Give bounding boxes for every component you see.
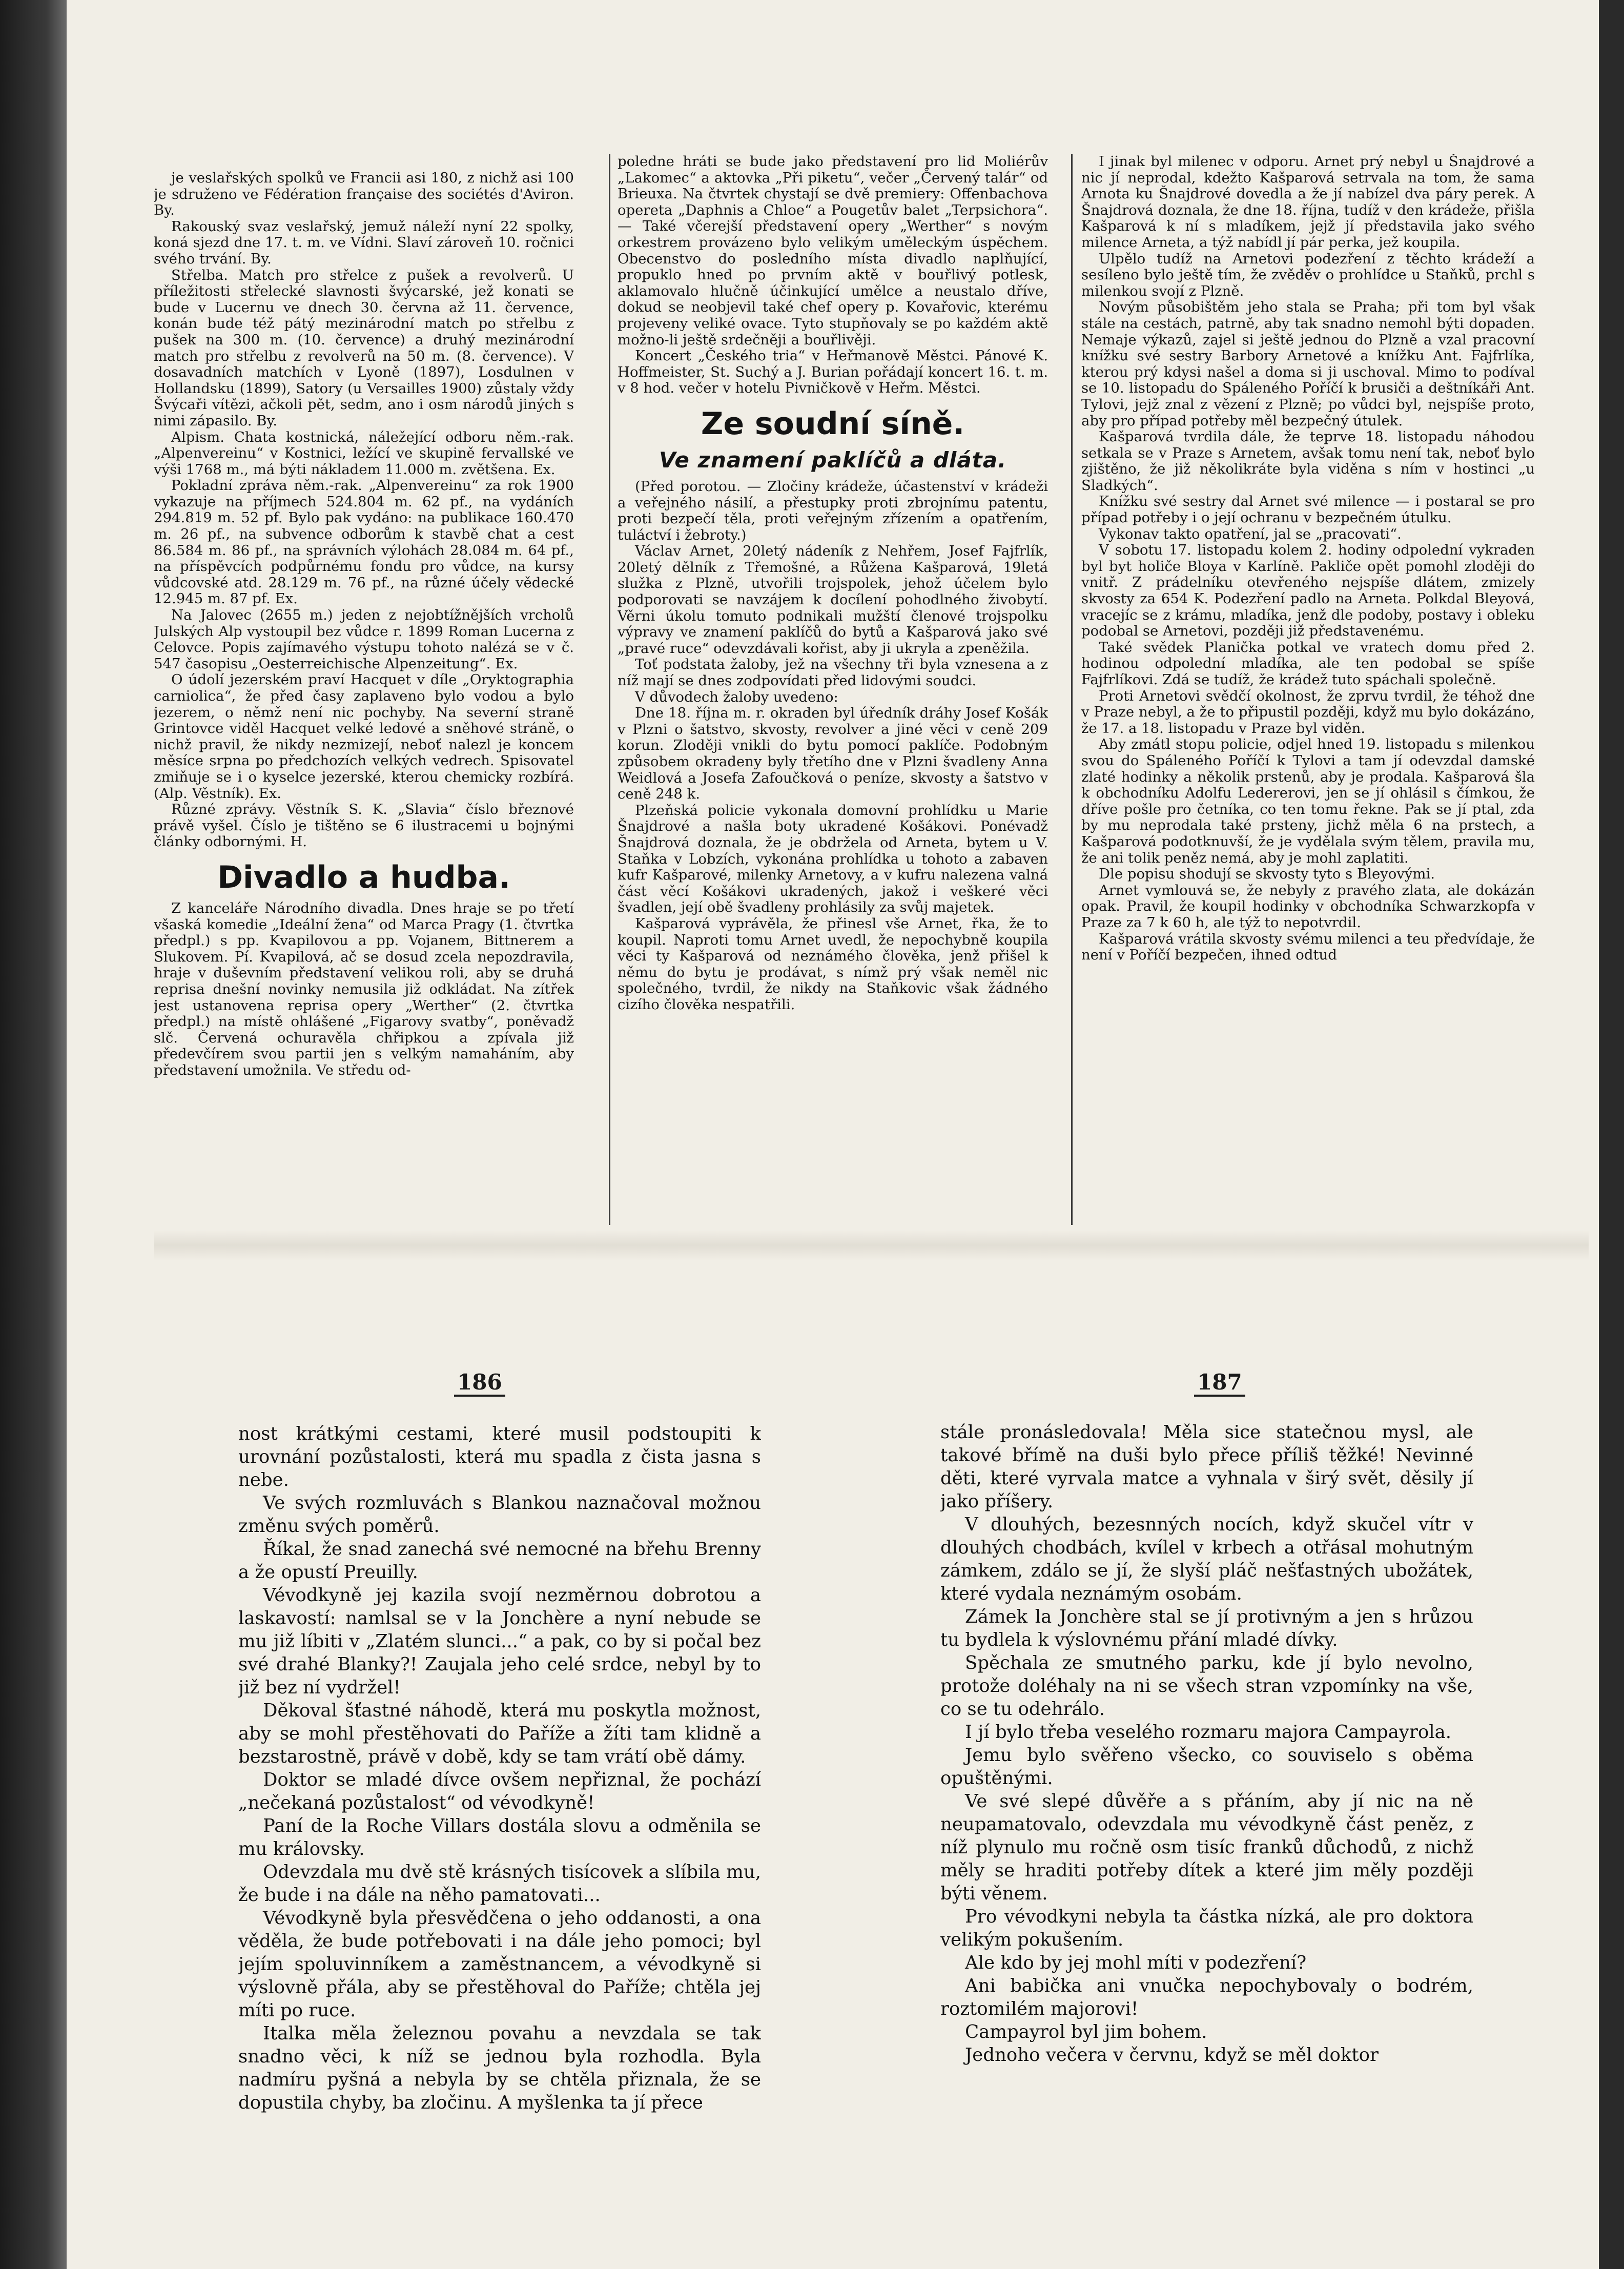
news-paragraph: Kašparová tvrdila dále, že teprve 18. listopadu náhodou setkala se v Praze s Arnetem, avšak tomu není tak, neboť bylo zjištěno, že již několikráte byla viděna s ním v hostinci „u Sladkých“. — [1081, 428, 1535, 494]
novel-paragraph: Vévodkyně byla přesvědčena o jeho oddanosti, a ona věděla, že bude potřebovati i na dále jeho pomoci; byl jejím spoluvinníkem a zaměstnancem, a vévodkyně si výslovně přála, aby se přestěhoval do Paříže; chtěla jej míti po ruce. — [238, 1908, 761, 2021]
news-paragraph: je veslařských spolků ve Francii asi 180, z nichž asi 100 je sdruženo ve Fédération française des sociétés d'Aviron. By. — [154, 170, 574, 219]
section-heading-court: Ze soudní síně. — [701, 405, 965, 442]
novel-page-left — [238, 1422, 761, 2201]
novel-paragraph: Ale kdo by jej mohl míti v podezření? — [965, 1952, 1307, 1973]
novel-paragraph: Campayrol byl jim bohem. — [965, 2021, 1207, 2042]
news-paragraph: Proti Arnetovi svědčí okolnost, že zprvu tvrdil, že téhož dne v Praze nebyl, a že to připustil později, když mu bylo dokázáno, že 17. a 18. listopadu v Praze byl viděn. — [1081, 687, 1535, 737]
news-paragraph: Rakouský svaz veslařský, jemuž náleží nyní 22 spolky, koná sjezd dne 17. t. m. ve Vídni. Slaví zároveň 10. ročnici svého trvání. By. — [154, 218, 574, 267]
news-paragraph: Alpism. Chata kostnická, náležející odboru něm.-rak. „Alpenvereinu“ v Kostnici, ležící ve skupině fervallské ve výši 1768 m., má býti nákladem 11.000 m. zvětšena. Ex. — [154, 428, 574, 478]
news-paragraph: Také svědek Planička potkal ve vratech domu před 2. hodinou odpolední mladíka, ale ten podobal se spíše Fajfrlíkovi. Zdá se tudíž, že krádež tuto spáchali společně. — [1081, 639, 1535, 688]
news-paragraph: O údolí jezerském praví Hacquet v díle „Oryktographia carniolica“, že před časy zaplaveno bylo vodou a bylo jezerem, o němž není nic pochyby. Na severní straně Grintovce viděl Hacquet velké ledové a sněhové stráně, o nichž pravil, že nikdy nezmizejí, neboť nalezl je koncem měsíce srpna po předchozích velkých vedrech. Spisovatel zmiňuje se i o kyselce jezerské, kterou chemicky rozbírá. (Alp. Věstník). Ex. — [154, 671, 574, 802]
novel-paragraph: Ve své slepé důvěře a s přáním, aby jí nic na ně neupamatovalo, odevzdala mu vévodkyně část peněz, z níž plynulo mu ročně osm tisíc franků důchodů, z nichž měly se hraditi potřeby dítek a které jim měly později býti věnem. — [940, 1791, 1473, 1904]
novel-paragraph: Jednoho večera v červnu, když se měl doktor — [965, 2045, 1379, 2066]
novel-paragraph: Vévodkyně jej kazila svojí nezměrnou dobrotou a laskavostí: namlsal se v la Jonchère a nyní nebude se mu již líbiti v „Zlatém slunci...“ a pak, co by si počal bez své drahé Blanky?! Zaujala jeho celé srdce, nebyl by to již bez ní vydržel! — [238, 1585, 761, 1698]
court-article — [618, 479, 1048, 1013]
news-paragraph: Různé zprávy. Věstník S. K. „Slavia“ číslo březnové právě vyšel. Číslo je tištěno se 6 ilustracemi u bojnými články odbornými. H. — [154, 801, 574, 850]
news-paragraph: V důvodech žaloby uvedeno: — [635, 688, 838, 705]
sports-news — [154, 170, 574, 850]
news-paragraph: Ulpělo tudíž na Arnetovi podezření z těchto krádeží a sesíleno bylo ještě tím, že zvěděv o prohlídce u Staňků, prchl s milenkou svojí z Plzně. — [1081, 250, 1535, 299]
novel-paragraph: I jí bylo třeba veselého rozmaru majora Campayrola. — [965, 1722, 1452, 1743]
novel-paragraph: Odevzdala mu dvě stě krásných tisícovek a slíbila mu, že bude i na dále na něho pamatovati... — [238, 1862, 761, 1906]
news-column-2 — [618, 154, 1048, 1225]
news-column-1 — [154, 170, 574, 1223]
column-rule-2 — [1071, 154, 1073, 1225]
theatre-news — [154, 901, 574, 1079]
news-paragraph: Toť podstata žaloby, jež na všechny tři byla vznesena a z níž mají se dnes zodpovídati před lidovými soudci. — [618, 656, 1048, 689]
news-paragraph: (Před porotou. — Zločiny krádeže, účastenství v krádeži a veřejného násilí, a přestupky proti zbrojnímu patentu, proti bezpečí těla, proti veřejným zřízením a opatřením, tuláctví i žebroty.) — [618, 478, 1048, 543]
novel-paragraph: Spěchala ze smutného parku, kde jí bylo nevolno, protože doléhaly na ni se všech stran vzpomínky na vše, co se tu odehrálo. — [940, 1652, 1473, 1720]
novel-paragraph: Ani babička ani vnučka nepochybovaly o bodrém, roztomilém majorovi! — [940, 1975, 1473, 2019]
news-paragraph: Dle popisu shodují se skvosty tyto s Bleyovými. — [1099, 866, 1435, 883]
novel-paragraph: nost krátkými cestami, které musil podstoupiti k urovnání pozůstalosti, která mu spadla z čista jasna s nebe. — [238, 1423, 761, 1490]
novel-paragraph: Říkal, že snad zanechá své nemocné na břehu Brenny a že opustí Preuilly. — [238, 1539, 761, 1583]
novel-paragraph: Děkoval šťastné náhodě, která mu poskytla možnost, aby se mohl přestěhovati do Paříže a žíti tam klidně a bezstarostně, právě v době, kdy se tam vrátí obě dámy. — [238, 1700, 761, 1767]
novel-paragraph: Ve svých rozmluvách s Blankou naznačoval možnou změnu svých poměrů. — [238, 1493, 761, 1537]
theatre-news-continued — [618, 154, 1048, 397]
news-paragraph: Plzeňská policie vykonala domovní prohlídku u Marie Šnajdrové a našla boty ukradené Košákovi. Ponévadž Šnajdrová doznala, že je obdržela od Arneta, bytem u V. Staňka v Lobzích, vykonána prohlídka u tohoto a zabaven kufr Kašparové, milenky Arnetovy, a v kufru nalezena valná část věcí Košákovi ukradených, jakož i veškeré věci švadlen, její obě švadleny prohlásily za svůj majetek. — [618, 802, 1048, 916]
novel-paragraph: Doktor se mladé dívce ovšem nepřiznal, že pochází „nečekaná pozůstalost“ od vévodkyně! — [238, 1769, 761, 1813]
news-paragraph: Aby zmátl stopu policie, odjel hned 19. listopadu s milenkou svou do Spáleného Poříčí k Tylovi a tam jí odevzdal damské zlaté hodinky a několik prstenů, aby je prodala. Kašparová šla k obchodníku Adolfu Ledererovi, jen se jí ohlásil s čímkou, že dříve pošle pro četníka, co ten tomu řekne. Pak se jí ptal, zda by mu neprodala také prsteny, jichž měla 6 na prstech, a Kašparová podotknuvší, že je vydělala svým tělem, pravila mu, že ani tolik peněz nemá, aby je mohl zaplatiti. — [1081, 736, 1535, 866]
section-heading-theatre: Divadlo a hudba. — [217, 859, 510, 895]
news-paragraph: Václav Arnet, 20letý nádeník z Nehřem, Josef Fajfrlík, 20letý dělník z Třemošné, a Růžena Kašparová, 19letá služka z Plzně, utvořili trojspolek, jehož účelem bylo podporovati se navzájem k docílení pohodlného živobytí. Věrni úkolu tomuto podnikali mužští členové trojspolku výpravy ve znamení paklíčů do bytů a Kašparová jako své „pravé ruce“ odevzdávali kořist, aby ji ukryla a zpeněžila. — [618, 543, 1048, 657]
news-paragraph: V sobotu 17. listopadu kolem 2. hodiny odpolední vykraden byl byt holiče Bloya v Karlíně. Pakliče opět pomohl zloději do vnitř. Z prádelníku otevřeného nejspíše dlátem, zmizely skvosty za 654 K. Podezření padlo na Arneta. Polkdal Bleyová, vracejíc se z krámu, mladíka, jenž dle podoby, postavy i obleku podobal se Arnetovi, později již představenému. — [1081, 542, 1535, 640]
news-paragraph: Kašparová vyprávěla, že přinesl vše Arnet, řka, že to koupil. Naproti tomu Arnet uvedl, že nepochybně koupila věci ty Kašparová od neznámého člověka, jenž přišel k němu do bytu je prodávat, s nímž prý však neměl nic společného, tvrdil, že nikdy na Staňkovic však žádného cizího člověka nespatřili. — [618, 915, 1048, 1013]
news-paragraph: Na Jalovec (2655 m.) jeden z nejobtížnějších vrcholů Julských Alp vystoupil bez vůdce r. 1899 Roman Lucerna z Celovce. Popis zajímavého výstupu tohoto nalézá se v č. 547 časopisu „Oesterreichische Alpenzeitung“. Ex. — [154, 607, 574, 672]
news-paragraph: Arnet vymlouvá se, že nebyly z pravého zlata, ale dokázán opak. Pravil, že koupil hodinky v obchodníka Schwarzkopfa v Praze za 7 k 60 h, ale týž to nepotvrdil. — [1081, 882, 1535, 931]
page-number-left: 186 — [454, 1369, 505, 1397]
news-paragraph: Kašparová vrátila skvosty svému milenci a teu předvídaje, že není v Poříčí bezpečen, ihned odtud — [1081, 930, 1535, 964]
court-article-title: Ve znamení paklíčů a dláta. — [659, 447, 1007, 473]
binding-spine — [0, 0, 67, 2269]
novel-paragraph: Zámek la Jonchère stal se jí protivným a jen s hrůzou tu bydlela k výslovnému přání mladé dívky. — [940, 1606, 1473, 1650]
novel-paragraph: stále pronásledovala! Měla sice statečnou mysl, ale takové břímě na duši bylo přece příliš těžké! Nevinné děti, které vyrvala matce a vyhnala v širý svět, děsily jí jako příšery. — [940, 1422, 1473, 1512]
column-rule-1 — [609, 154, 610, 1225]
novel-paragraph: Paní de la Roche Villars dostála slovu a odměnila se mu královsky. — [238, 1815, 761, 1859]
news-paragraph: Vykonav takto opatření, jal se „pracovati“. — [1099, 525, 1402, 542]
page-fold-shadow — [154, 1230, 1589, 1261]
news-paragraph: Pokladní zpráva něm.-rak. „Alpenvereinu“ za rok 1900 vykazuje na příjmech 524.804 m. 62 pf., na vydáních 294.819 m. 52 pf. Bylo pak vydáno: na publikace 160.470 m. 26 pf., na subvence odborům k stavbě chat a cest 86.584 m. 86 pf., na správních výlohách 28.084 m. 64 pf., na příspěvcích podpůrnému fondu pro vůdce, na kursy vůdcovské atd. 28.129 m. 76 pf., na různé účely vědecké 12.945 m. 87 pf. Ex. — [154, 477, 574, 607]
page-number-right: 187 — [1194, 1369, 1245, 1397]
news-paragraph: Z kanceláře Národního divadla. Dnes hraje se po třetí všaská komedie „Ideální žena“ od Marca Pragy (1. čtvrtka předpl.) s pp. Kvapilovou a pp. Vojanem, Bittnerem a Slukovem. Pí. Kvapilová, ač se dosud zcela nepozdravila, hraje v duševním představení velikou roli, aby se druhá reprisa dnešní novinky nemusila již odkládat. Na zítřek jest ustanovena reprisa opery „Werther“ (2. čtvrtka předpl.) na místě ohlášené „Figarovy svatby“, poněvadž slč. Červená ochuravěla chřipkou a zpívala již předevčírem svou partii jen s velkým namaháním, aby představení umožnila. Ve středu od- — [154, 900, 574, 1078]
news-paragraph: Střelba. Match pro střelce z pušek a revolverů. U příležitosti střelecké slavnosti švýcarské, jež konati se bude v Lucernu ve dnech 30. června až 11. července, konán bude též pátý mezinárodní match po střelbu z pušek na 300 m. (10. července) a druhý mezinárodní match pro střelbu z revolverů na 50 m. (8. července). V dosavadních matchích v Lyoně (1897), Losdulnen v Hollandsku (1899), Satory (u Versailles 1900) zůstaly vždy Švýcaři vítězi, ačkoli pět, sedm, ano i osm národů jiných s nimi zápasilo. By. — [154, 267, 574, 429]
court-article-continued — [1081, 154, 1535, 964]
news-paragraph: I jinak byl milenec v odporu. Arnet prý nebyl u Šnajdrové a nic jí neprodal, kdežto Kašparová setrvala na tom, že sama Arnota ku Šnajdrové dovedla a že jí nabízel dva páry perek. A Šnajdrová doznala, že dne 18. října, tudíž v den krádeže, přišla Kašparová k ní s mladíkem, jejž jí představila jako svého milence Arneta, a týž nabídl jí pár perka, jež koupila. — [1081, 154, 1535, 251]
news-paragraph: Dne 18. října m. r. okraden byl úředník dráhy Josef Košák v Plzni o šatstvo, skvosty, revolver a jiné věci v ceně 209 korun. Zloději vnikli do bytu pomocí paklíče. Podobným způsobem okradeny byly třetího dne v Plzni švadleny Anna Weidlová a Josefa Zafoučková o peníze, skvosty a šatstvo v ceně 248 k. — [618, 705, 1048, 803]
news-paragraph: Knížku své sestry dal Arnet své milence — i postaral se pro případ potřeby i o její ochranu v bezpečném útulku. — [1081, 493, 1535, 526]
news-column-3 — [1081, 154, 1535, 1225]
novel-page-right — [940, 1421, 1473, 2200]
novel-paragraph: Italka měla železnou povahu a nevzdala se tak snadno věci, k níž se jednou byla rozhodla. Byla nadmíru pyšná a nebyla by se chtěla přiznala, že se dopustila chyby, ba zločinu. A myšlenka ta jí přece — [238, 2023, 761, 2113]
news-paragraph: Novým působištěm jeho stala se Praha; při tom byl však stále na cestách, patrně, aby tak snadno nemohl býti dopaden. Nemaje výkazů, zajel si ještě jednou do Plzně a vzal pracovní knížku své sestry Barbory Arnetové a knížku Ant. Fajfrlíka, kterou prý kdysi našel a doma si ji uschoval. Mimo to podíval se 10. listopadu do Spáleného Poříčí k brusiči a deštníkáři Ant. Tylovi, jejž znal z vězení z Plzně; po vůdci byl, nejspíše proto, aby pro případ potřeby měl bezpečný útulek. — [1081, 299, 1535, 429]
novel-paragraph: V dlouhých, bezesnných nocích, když skučel vítr v dlouhých chodbách, kvílel v krbech a otřásal mohutným zámkem, zdálo se jí, že slyší pláč nešťastných ubožátek, které vydala neznámým osobám. — [940, 1514, 1473, 1604]
novel-paragraph: Jemu bylo svěřeno všecko, co souviselo s oběma opuštěnými. — [940, 1745, 1473, 1789]
news-paragraph: poledne hráti se bude jako představení pro lid Moliérův „Lakomec“ a aktovka „Při piketu“, večer „Červený talár“ od Brieuxa. Na čtvrtek chystají se dvě premiery: Offenbachova opereta „Daphnis a Chloe“ a Pougetův balet „Terpsichora“. — Také včerejší představení opery „Werther“ s novým orkestrem provázeno bylo velikým uměleckým úspěchem. Obecenstvo do posledního místa divadlo naplňující, propuklo hned po prvním aktě v bouřlivý potlesk, aklamovalo hlučně účinkující umělce a neustalo dříve, dokud se neobjevil také chef opery p. Kovařovic, kterému projeveny veliké ovace. Tyto stupňovaly se po každém aktě možno-li ještě srdečněji a bouřlivěji. — [618, 154, 1048, 348]
news-paragraph: Koncert „Českého tria“ v Heřmanově Městci. Pánové K. Hoffmeister, St. Suchý a J. Burian pořádají koncert 16. t. m. v 8 hod. večer v hotelu Pivničkově v Heřm. Městci. — [618, 347, 1048, 397]
novel-paragraph: Pro vévodkyni nebyla ta částka nízká, ale pro doktora velikým pokušením. — [940, 1906, 1473, 1950]
